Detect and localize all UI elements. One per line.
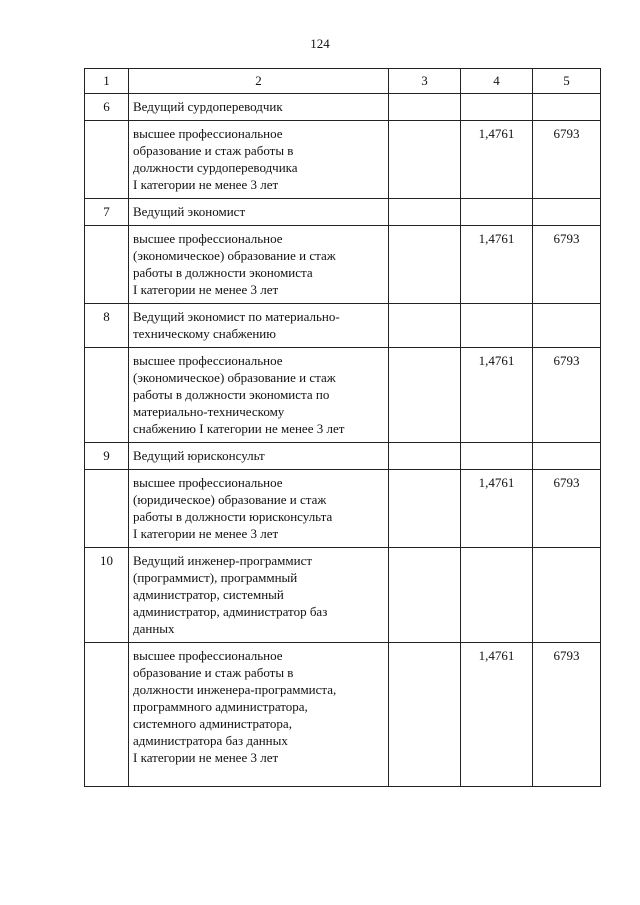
coefficient-cell	[461, 443, 533, 470]
salary-cell	[533, 443, 601, 470]
salary-cell	[533, 548, 601, 643]
coefficient-cell: 1,4761	[461, 643, 533, 787]
col3-cell	[389, 443, 461, 470]
salary-cell	[533, 94, 601, 121]
page-number: 124	[310, 36, 330, 51]
table-row	[85, 348, 601, 443]
row-number: 10	[85, 548, 129, 643]
coefficient-cell	[461, 304, 533, 348]
table-row	[85, 199, 601, 226]
col3-cell	[389, 470, 461, 548]
position-title: Ведущий экономист	[129, 199, 389, 226]
position-title: Ведущий экономист по материально- техническому снабжению	[129, 304, 389, 348]
col3-cell	[389, 304, 461, 348]
col3-cell	[389, 94, 461, 121]
col3-cell	[389, 199, 461, 226]
coefficient-cell: 1,4761	[461, 121, 533, 199]
row-number	[85, 121, 129, 199]
row-number: 9	[85, 443, 129, 470]
row-number	[85, 643, 129, 787]
salary-cell	[533, 199, 601, 226]
qualification-requirement: высшее профессиональное образование и стаж работы в должности инженера-программиста, программного администратора, системного администратора, администратора баз данных I категории не менее 3 лет	[129, 643, 389, 787]
row-number	[85, 348, 129, 443]
salary-cell	[533, 304, 601, 348]
col3-cell	[389, 548, 461, 643]
coefficient-cell: 1,4761	[461, 470, 533, 548]
row-number	[85, 470, 129, 548]
table-row	[85, 470, 601, 548]
position-title: Ведущий инженер-программист (программист), программный администратор, системный администратор, администратор баз данных	[129, 548, 389, 643]
header-col-5: 5	[533, 69, 601, 94]
col3-cell	[389, 348, 461, 443]
salary-cell: 6793	[533, 121, 601, 199]
salary-cell: 6793	[533, 643, 601, 787]
row-number	[85, 226, 129, 304]
table-row	[85, 121, 601, 199]
salary-cell: 6793	[533, 470, 601, 548]
salary-cell: 6793	[533, 348, 601, 443]
coefficient-cell	[461, 199, 533, 226]
position-title: Ведущий сурдопереводчик	[129, 94, 389, 121]
coefficient-cell	[461, 548, 533, 643]
header-col-1: 1	[85, 69, 129, 94]
qualification-requirement: высшее профессиональное (юридическое) образование и стаж работы в должности юрисконсульта I категории не менее 3 лет	[129, 470, 389, 548]
table-row	[85, 443, 601, 470]
qualification-salary-table	[84, 68, 601, 787]
col3-cell	[389, 643, 461, 787]
table-header-row	[85, 69, 601, 94]
table-row	[85, 643, 601, 787]
qualification-requirement: высшее профессиональное (экономическое) образование и стаж работы в должности экономиста по материально-техническому снабжению I категории не менее 3 лет	[129, 348, 389, 443]
col3-cell	[389, 226, 461, 304]
table-row	[85, 548, 601, 643]
coefficient-cell: 1,4761	[461, 226, 533, 304]
header-col-3: 3	[389, 69, 461, 94]
row-number: 6	[85, 94, 129, 121]
row-number: 7	[85, 199, 129, 226]
salary-cell: 6793	[533, 226, 601, 304]
coefficient-cell	[461, 94, 533, 121]
coefficient-cell: 1,4761	[461, 348, 533, 443]
table-row	[85, 304, 601, 348]
row-number: 8	[85, 304, 129, 348]
header-col-4: 4	[461, 69, 533, 94]
table-row	[85, 226, 601, 304]
col3-cell	[389, 121, 461, 199]
qualification-requirement: высшее профессиональное (экономическое) образование и стаж работы в должности экономиста I категории не менее 3 лет	[129, 226, 389, 304]
table-row	[85, 94, 601, 121]
header-col-2: 2	[129, 69, 389, 94]
qualification-requirement: высшее профессиональное образование и стаж работы в должности сурдопереводчика I категории не менее 3 лет	[129, 121, 389, 199]
position-title: Ведущий юрисконсульт	[129, 443, 389, 470]
